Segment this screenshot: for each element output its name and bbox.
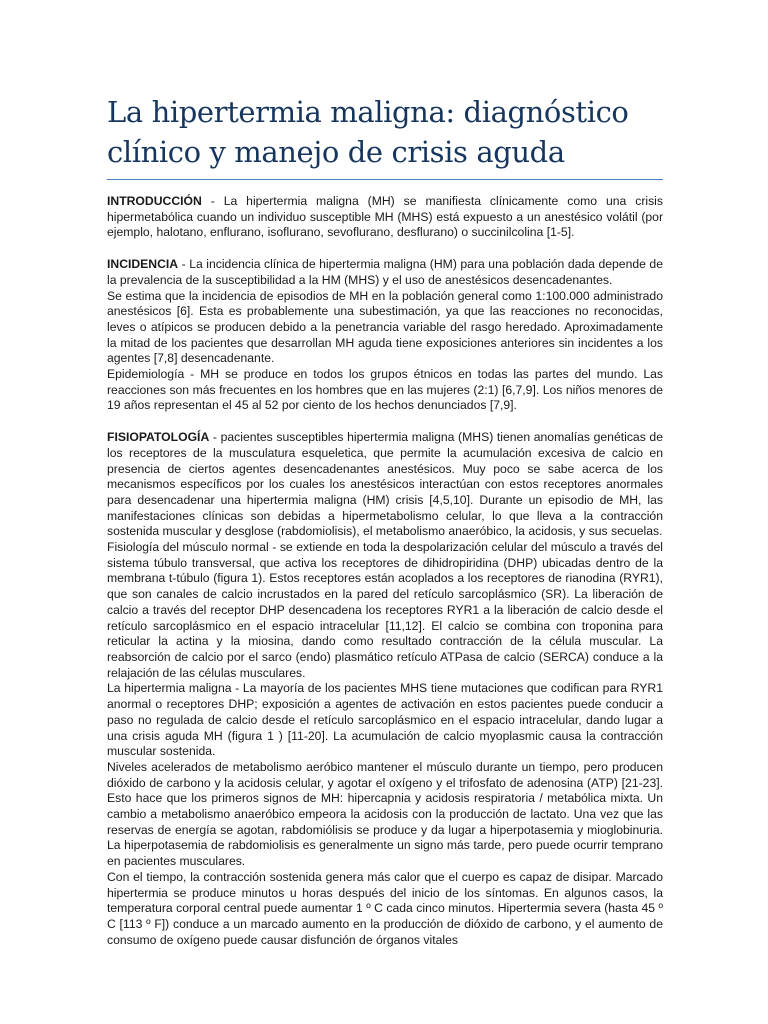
section-heading-fisiopatologia: FISIOPATOLOGÍA xyxy=(107,430,210,445)
incidencia-text-1: - La incidencia clínica de hipertermia maligna (HM) para una población dada depende de la prevalencia de la susceptibilidad a la HM (MHS) y el uso de anestésicos desencadenantes. xyxy=(107,257,663,287)
incidencia-paragraph xyxy=(107,257,663,288)
intro-paragraph xyxy=(107,194,663,241)
section-heading-incidencia: INCIDENCIA xyxy=(107,257,179,272)
intro-text: - La hipertermia maligna (MH) se manifiesta clínicamente como una crisis hipermetabólica cuando un individuo susceptible MH (MHS) está expuesto a un anestésico volátil (por ejemplo, halotano, enflurano, isoflurano, sevoflurano, desflurano) o succinilcolina [1-5]. xyxy=(107,194,663,240)
section-heading-introduccion: INTRODUCCIÓN xyxy=(107,194,202,208)
page-title: La hipertermia maligna: diagnóstico clínico y manejo de crisis aguda xyxy=(107,95,629,169)
metabolismo-text: Niveles acelerados de metabolismo aeróbico mantener el músculo durante un tiempo, pero producen dióxido de carbono y la acidosis celular, y agotar el oxígeno y el trifosfato de adenosina (ATP) [21-23]. Esto hace que los primeros signos de MH: hipercapnia y acidosis respiratoria / metabólica mixta. Un cambio a metabolismo anaeróbico empeora la acidosis con la producción de lactato. Una vez que las reservas de energía se agotan, rabdomiólisis se produce y da lugar a hiperpotasemia y mioglobinuria. La hiperpotasemia de rabdomiolisis es generalmente un signo más tarde, pero puede ocurrir temprano en pacientes musculares. xyxy=(107,759,663,869)
hipertermia-maligna-text: La hipertermia maligna - La mayoría de los pacientes MHS tiene mutaciones que codifican para RYR1 anormal o receptores DHP; exposición a agentes de activación en estos pacientes puede conducir a paso no regulada de calcio desde el retículo sarcoplásmico en el espacio intracelular, dando lugar a una crisis aguda MH (figura 1 ) [11-20]. La acumulación de calcio myoplasmic causa la contracción muscular sostenida. xyxy=(107,681,663,759)
title-underline-rule xyxy=(107,179,663,180)
epidemiologia-text: Epidemiología - MH se produce en todos los grupos étnicos en todas las partes del mundo. Las reacciones son más frecuentes en los hombres que en las mujeres (2:1) [6,7,9]. Los niños menores de 19 años representan el 45 al 52 por ciento de los hechos denunciados [7,9]. xyxy=(107,367,663,413)
contraccion-text: Con el tiempo, la contracción sostenida genera más calor que el cuerpo es capaz de disipar. Marcado hipertermia se produce minutos u horas después del inicio de los síntomas. En algunos casos, la temperatura corporal central puede aumentar 1 º C cada cinco minutos. Hipertermia severa (hasta 45 º C [113 º F]) conduce a un marcado aumento en la producción de dióxido de carbono, y el aumento de consumo de oxígeno puede causar disfunción de órganos vitales xyxy=(107,869,663,947)
fisiologia-musculo-text: Fisiología del músculo normal - se extiende en toda la despolarización celular del músculo a través del sistema túbulo transversal, que activa los receptores de dihidropiridina (DHP) ubicadas dentro de la membrana t-túbulo (figura 1). Estos receptores están acoplados a los receptores de rianodina (RYR1), que son canales de calcio incrustados en la pared del retículo sarcoplásmico (SR). La liberación de calcio a través del receptor DHP desencadena los receptores RYR1 a la liberación de calcio desde el retículo sarcoplásmico en el espacio intracelular [11,12]. El calcio se combina con troponina para reticular la actina y la miosina, dando como resultado contracción de la célula muscular. La reabsorción de calcio por el sarco (endo) plasmático retículo ATPasa de calcio (SERCA) conduce a la relajación de las células musculares. xyxy=(107,540,663,680)
incidencia-text-2: Se estima que la incidencia de episodios de MH en la población general como 1:100.000 administrado anestésicos [6]. Esta es probablemente una subestimación, ya que las reacciones no reconocidas, leves o atípicos se producen debido a la penetrancia variable del rasgo heredado. Aproximadamente la mitad de los pacientes que desarrollan MH aguda tiene exposiciones anteriores sin incidentes a los agentes [7,8] desencadenante. xyxy=(107,288,663,366)
document-body xyxy=(107,194,663,948)
fisiopatologia-text-1: - pacientes susceptibles hipertermia maligna (MHS) tienen anomalías genéticas de los receptores de la musculatura esqueletica, que permite la acumulación excesiva de calcio en presencia de ciertos agentes desencadenantes anestésicos. Muy poco se sabe acerca de los mecanismos específicos por los cuales los anestésicos interactúan con estos receptores anormales para desencadenar una hipertermia maligna (HM) crisis [4,5,10]. Durante un episodio de MH, las manifestaciones clínicas son debidas a hipermetabolismo celular, lo que lleva a la contracción sostenida muscular y desglose (rabdomiolisis), el metabolismo anaeróbico, la acidosis, y sus secuelas. xyxy=(107,430,663,539)
fisiopatologia-paragraph xyxy=(107,430,663,540)
